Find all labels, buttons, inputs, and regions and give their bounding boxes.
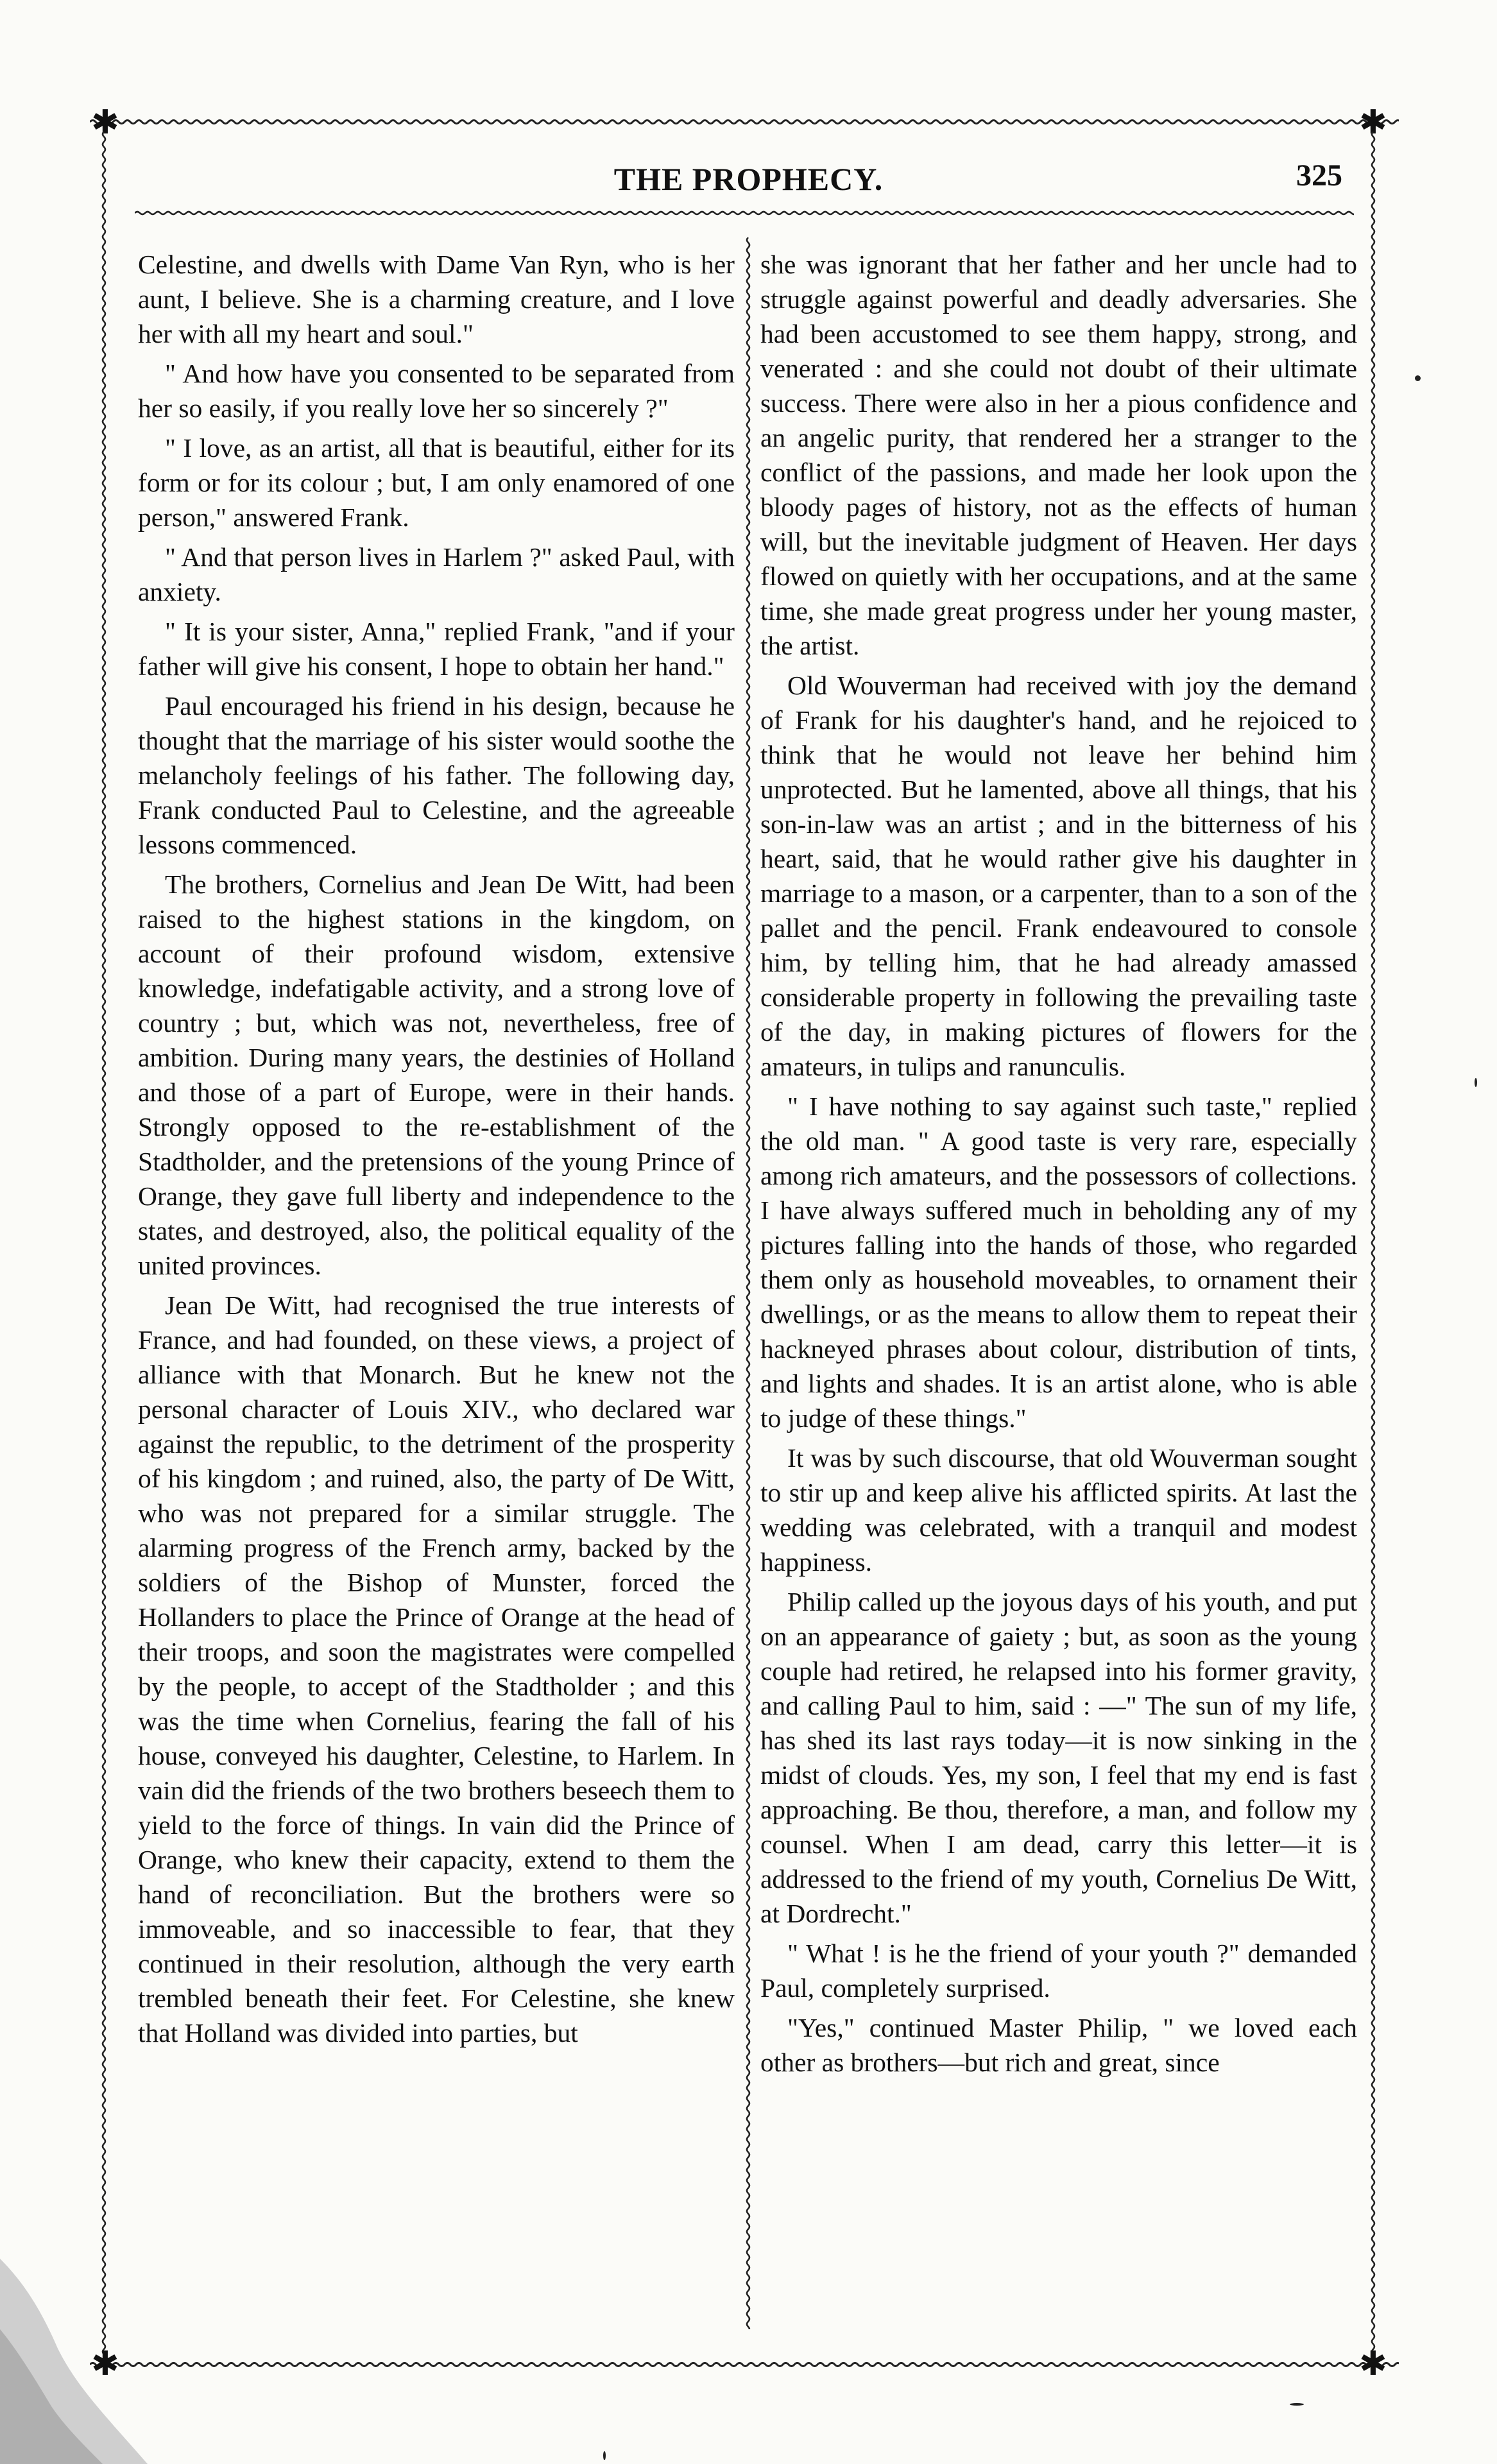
bottom-ornamental-border [90,2355,1399,2374]
paragraph: Paul encouraged his friend in his design, because he thought that the marriage of his sister would soothe the melancholy feelings of his father. The following day, Frank conducted Paul to Celestine, and the agreeable lessons commenced. [138,691,735,859]
right-text-column [760,247,1357,2320]
paragraph: " I love, as an artist, all that is beautiful, either for its form or for its colour ; but, I am only enamored of one person," answered Frank. [138,433,735,532]
paragraph: " I have nothing to say against such taste," replied the old man. " A good taste is very rare, especially among rich amateurs, and the possessors of collections. I have always suffered much in beholding any of my pictures falling into the hands of those, who regarded them only as household moveables, to ornament their dwellings, or as the means to allow them to repeat their hackneyed phrases about colour, distribution of tints, and lights and shades. It is an artist alone, who is able to judge of these things." [760,1091,1357,1433]
page-number: 325 [1296,158,1342,193]
bottom-right-ornament-icon: ✱ [1359,2345,1387,2383]
scan-speck [1290,2403,1304,2406]
running-header-title: THE PROPHECY. [613,161,884,197]
bottom-left-ornament-icon: ✱ [91,2345,119,2383]
top-left-ornament-icon: ✱ [91,103,119,142]
paragraph: Philip called up the joyous days of his youth, and put on an appearance of gaiety ; but, as soon as the young couple had retired, he relapsed into his former gravity, and calling Paul to him, said : —" The sun of my life, has shed its last rays today—it is now sinking in the midst of clouds. Yes, my son, I feel that my end is fast approaching. Be thou, therefore, a man, and follow my counsel. When I am dead, carry this letter—it is addressed to the friend of my youth, Cornelius De Witt, at Dordrecht." [760,1587,1357,1928]
page-edge-shadow [0,2201,167,2464]
scan-speck [1415,375,1421,381]
paragraph: " What ! is he the friend of your youth ?" demanded Paul, completely surprised. [760,1938,1357,2003]
paragraph: Old Wouverman had received with joy the demand of Frank for his daughter's hand, and he rejoiced to think that he would not leave her behind him unprotected. But he lamented, above all things, that his son-in-law was an artist ; and in the bitterness of his heart, said, that he would rather give his daughter in marriage to a mason, or a carpenter, than to a son of the pallet and the pencil. Frank endeavoured to console him, by telling him, that he had already amassed considerable property in following the prevailing taste of the day, in making pictures of flowers for the amateurs, in tulips and ranunculis. [760,671,1357,1081]
paragraph: " It is your sister, Anna," replied Frank, "and if your father will give his consent, I hope to obtain her hand." [138,617,735,681]
paragraph: " And that person lives in Harlem ?" asked Paul, with anxiety. [138,542,735,606]
column-divider [741,237,755,2329]
top-right-ornament-icon: ✱ [1359,103,1387,142]
scan-speck [603,2451,606,2460]
paragraph: The brothers, Cornelius and Jean De Witt, had been raised to the highest stations in the kingdom, on account of their profound wisdom, extensive knowledge, indefatigable activity, and a strong love of country ; but, which was not, nevertheless, free of ambition. During many years, the destinies of Holland and those of a part of Europe, were in their hands. Strongly opposed to the re-establishment of the Stadtholder, and the pretensions of the young Prince of Orange, they gave full liberty and independence to the states, and destroyed, also, the political equality of the united provinces. [138,869,735,1280]
paragraph: Jean De Witt, had recognised the true interests of France, and had founded, on these views, a project of alliance with that Monarch. But he knew not the personal character of Louis XIV., who declared war against the republic, to the detriment of the prosperity of his kingdom ; and ruined, also, the party of De Witt, who was not prepared for a similar struggle. The alarming progress of the French army, backed by the soldiers of the Bishop of Munster, forced the Hollanders to place the Prince of Orange at the head of their troops, and soon the magistrates were compelled by the people, to accept of the Stadtholder ; and this was the time when Cornelius, fearing the fall of his house, conveyed his daughter, Celestine, to Harlem. In vain did the friends of the two brothers beseech them to yield to the force of things. In vain did the Prince of Orange, who knew their capacity, extend to them the hand of reconciliation. But the brothers were so immoveable, and so inaccessible to fear, that they continued in their resolution, although the very earth trembled beneath their feet. For Celestine, she knew that Holland was divided into parties, but [138,1290,735,2048]
paragraph: she was ignorant that her father and her uncle had to struggle against powerful and deadly adversaries. She had been accustomed to see them happy, strong, and venerated : and she could not doubt of their ultimate success. There were also in her a pious confidence and an angelic purity, that rendered her a stranger to the conflict of the passions, and made her look upon the bloody pages of history, not as the effects of human will, but the inevitable judgment of Heaven. Her days flowed on quietly with her occupations, and at the same time, she made great progress under her young master, the artist. [760,250,1357,660]
paragraph: " And how have you consented to be separated from her so easily, if you really love her so sincerely ?" [138,359,735,423]
paragraph: Celestine, and dwells with Dame Van Ryn, who is her aunt, I believe. She is a charming creature, and I love her with all my heart and soul." [138,250,735,348]
right-ornamental-border [1365,132,1381,2358]
scan-speck [1475,1078,1477,1087]
header-ornamental-rule [135,205,1354,221]
left-ornamental-border [96,132,112,2358]
top-ornamental-border [90,112,1399,132]
left-text-column [138,247,735,2320]
paragraph: It was by such discourse, that old Wouverman sought to stir up and keep alive his afflicted spirits. At last the wedding was celebrated, with a tranquil and modest happiness. [760,1443,1357,1577]
paragraph: "Yes," continued Master Philip, " we loved each other as brothers—but rich and great, since [760,2013,1357,2077]
